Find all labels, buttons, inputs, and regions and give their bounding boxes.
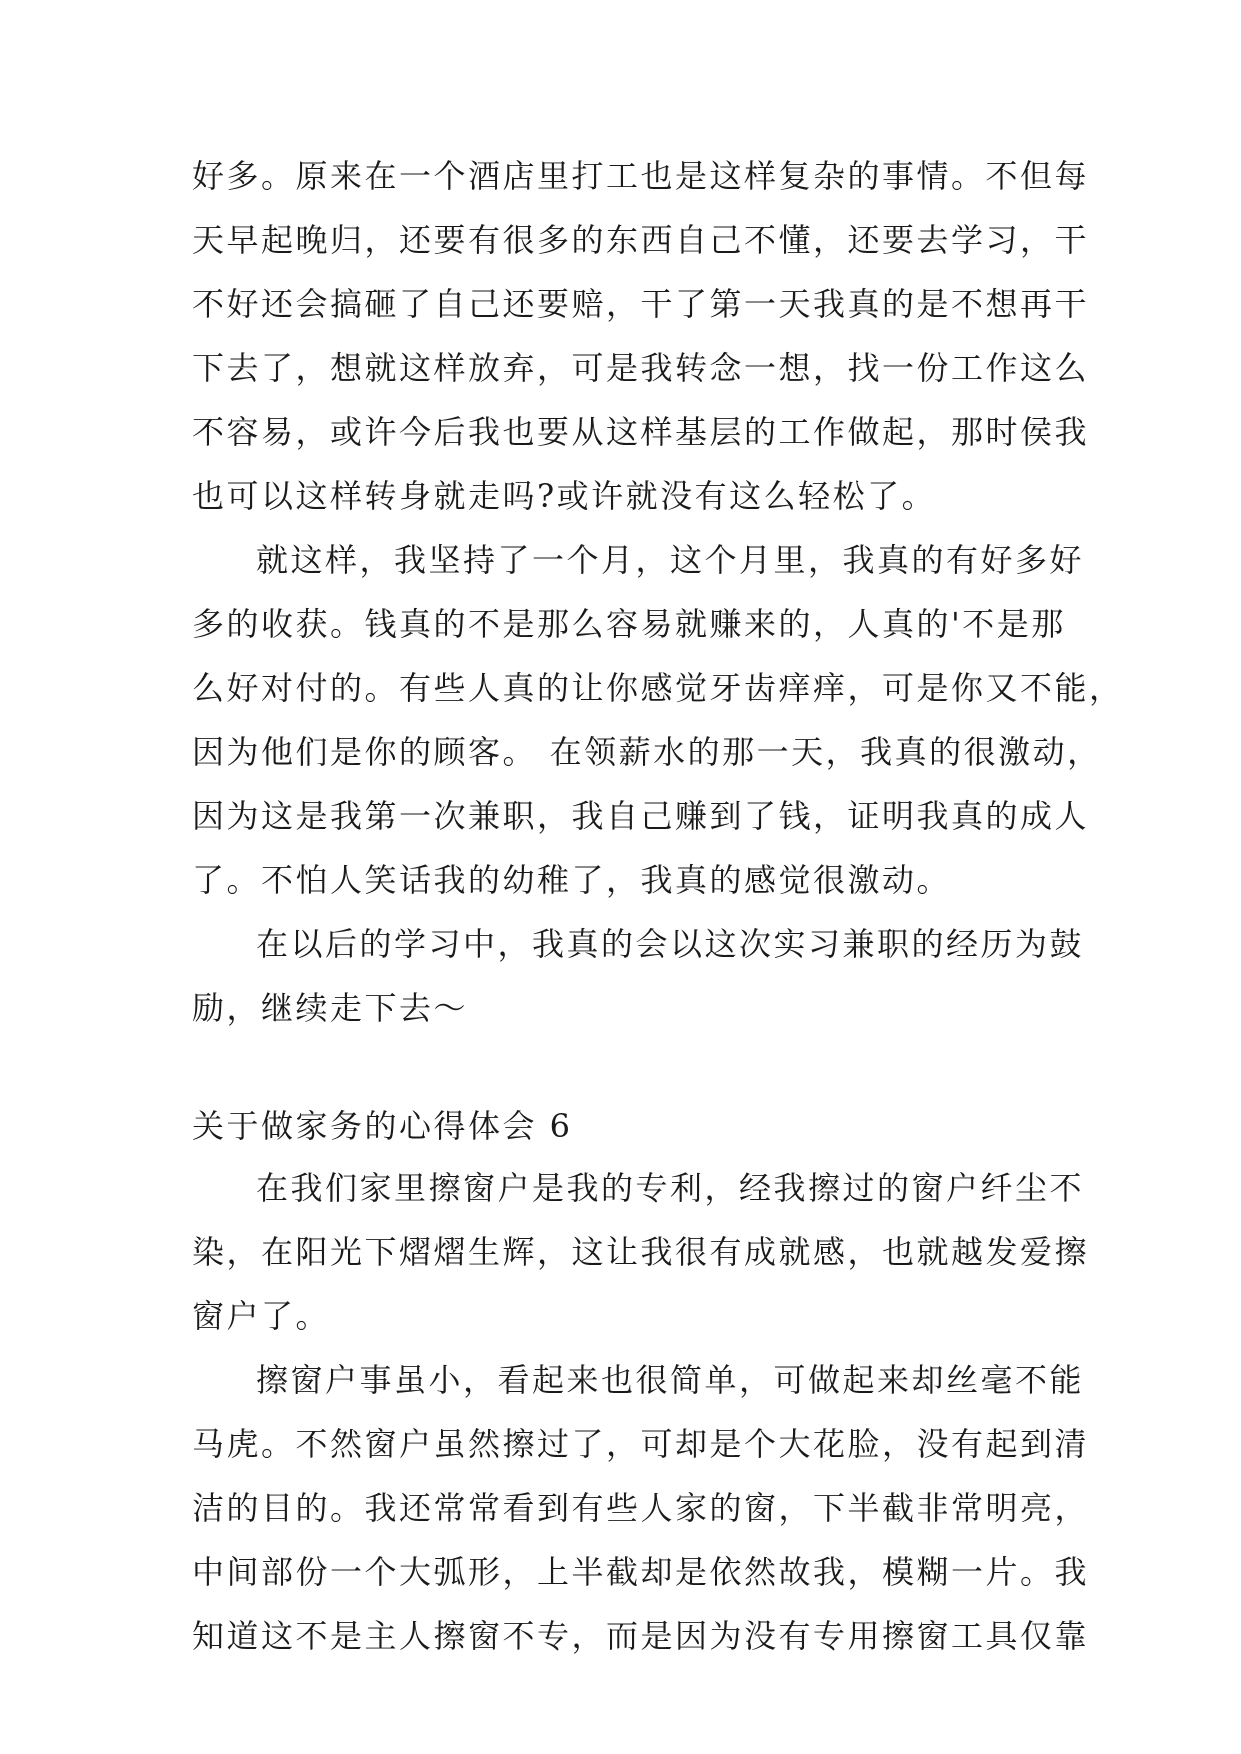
paragraph-line: 窗户了。 [192,1297,331,1335]
paragraph-line: 天早起晚归，还要有很多的东西自己不懂，还要去学习，干 [192,221,1090,259]
paragraph-line: 不好还会搞砸了自己还要赔，干了第一天我真的是不想再干 [192,285,1090,323]
paragraph-line: 在以后的学习中，我真的会以这次实习兼职的经历为鼓 [256,925,1085,963]
section-heading: 关于做家务的心得体会 6 [192,1107,573,1145]
paragraph-line: 好多。原来在一个酒店里打工也是这样复杂的事情。不但每 [192,157,1090,195]
paragraph-line: 知道这不是主人擦窗不专，而是因为没有专用擦窗工具仅靠 [192,1617,1090,1655]
paragraph-line: 么好对付的。有些人真的让你感觉牙齿痒痒，可是你又不能， [192,669,1124,707]
paragraph-line: 擦窗户事虽小，看起来也很简单，可做起来却丝毫不能 [256,1361,1085,1399]
paragraph-line: 马虎。不然窗户虽然擦过了，可却是个大花脸，没有起到清 [192,1425,1090,1463]
paragraph-line: 多的收获。钱真的不是那么容易就赚来的，人真的'不是那 [192,605,1066,643]
paragraph-line: 励，继续走下去～ [192,989,469,1027]
paragraph-line: 不容易，或许今后我也要从这样基层的工作做起，那时侯我 [192,413,1090,451]
paragraph-line: 中间部份一个大弧形，上半截却是依然故我，模糊一片。我 [192,1553,1090,1591]
paragraph-line: 因为他们是你的顾客。 在领薪水的那一天，我真的很激动， [192,733,1102,771]
paragraph-line: 染，在阳光下熠熠生辉，这让我很有成就感，也就越发爱擦 [192,1233,1090,1271]
paragraph-line: 下去了，想就这样放弃，可是我转念一想，找一份工作这么 [192,349,1090,387]
paragraph-line: 因为这是我第一次兼职，我自己赚到了钱，证明我真的成人 [192,797,1090,835]
paragraph-line: 洁的目的。我还常常看到有些人家的窗，下半截非常明亮， [192,1489,1090,1527]
paragraph-line: 也可以这样转身就走吗?或许就没有这么轻松了。 [192,477,937,515]
paragraph-line: 了。不怕人笑话我的幼稚了，我真的感觉很激动。 [192,861,952,899]
paragraph-line: 在我们家里擦窗户是我的专利，经我擦过的窗户纤尘不 [256,1169,1085,1207]
paragraph-line: 就这样，我坚持了一个月，这个月里，我真的有好多好 [256,541,1085,579]
